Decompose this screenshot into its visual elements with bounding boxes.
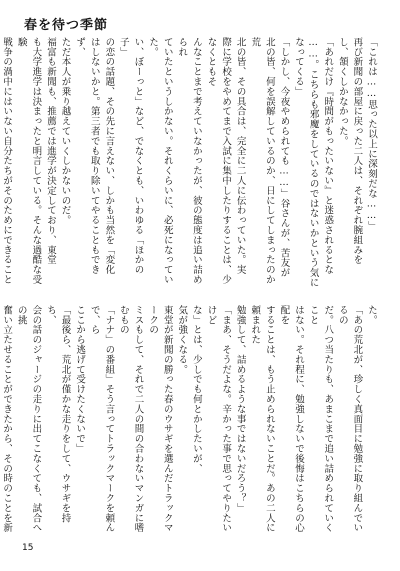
top-text-line: し、頷くしかなかった。 <box>336 37 348 146</box>
bottom-text-line: 奮い立たせることができたから、その時のことを新 <box>1 305 13 533</box>
top-text-line: 福富も新聞も、推薦では進学が決定しており、東堂 <box>44 37 56 265</box>
top-text-line: 再び新聞の部屋に戻った二人は、それぞれ腕組みを <box>351 37 363 265</box>
top-text-line: 際に学校をやめてまで入試に集中したりすることは、少なくともそ <box>205 37 232 285</box>
bottom-text-line: 会の話のジャージの走りに出てこなくても、試合への挑 <box>15 305 42 533</box>
bottom-text-line: ミスもして、それで二人の間の合わないマンガに嗜むもの <box>117 305 144 533</box>
bottom-text-line: 東堂が新聞の勝った春のウサギを選んだトラックマークの <box>147 305 173 533</box>
page-number: 15 <box>22 543 34 553</box>
bottom-text-line: はない。それ程に、勉強しないで後悔はこちらの心配を <box>278 305 305 533</box>
top-text-line: ていたというしかない。それくらいに、必死になっていた。 <box>147 37 173 285</box>
bottom-text-line: 勉強して、詰めるような事ではないだろう？」 <box>234 305 246 513</box>
top-text-line: 北の皆、何を誤解しているのか、日にしてしまったのか荒 <box>249 37 275 285</box>
top-text-line: も大学進学は決まったと明言している。そんな過酷な受験 <box>15 37 42 285</box>
bottom-text-line: 「ナナ」の番組」そう言ってトラックマークを頼んで、ら <box>88 305 115 533</box>
top-text-line: 「あれだけ『時間がもったいない』と迷惑されるとな <box>322 37 334 275</box>
bottom-text-line: 「最後ら、荒北が僅かな走りをして、ウサギを持ち、 <box>44 305 71 523</box>
top-text-line: 戦争の渦中にはいない自分たちがそのためにできること <box>1 37 13 285</box>
top-text-line: んなことまで考えていなかったが、彼の態度は追い詰められ <box>176 37 202 285</box>
top-text-line: の恋の話題、その先に言えない、しかも当然を「変化 <box>103 37 115 275</box>
top-text-line: 「しかし、今夜やめられても……」谷さんが、苦友が <box>278 37 290 278</box>
top-text-line: 北の皆、その具合は、完全に二人に伝わっていた。実 <box>234 37 246 275</box>
bottom-text-line: だ。八つ当たりも、あまこまで追い詰められていくこと <box>307 305 334 533</box>
chapter-title: 春を待つ季節 <box>24 18 109 33</box>
top-text-line: ……。こちらも邪魔をしているのではないかという気に <box>307 37 319 288</box>
top-text-line: はしないかと。第三者でも取り除いてやることもできず、 <box>74 37 100 275</box>
bottom-text-line: ここから逃げて受けたくないで」 <box>74 305 86 454</box>
bottom-text-line: 気が強くなる。 <box>176 305 188 375</box>
bottom-text-line: 「まあ、そうだよな。辛かった事で思ってやりたいけど <box>205 305 232 533</box>
bottom-text-line: 「あの荒北が、珍しく真面目に勉強に取り組んでいるの <box>336 305 363 533</box>
top-text-line: 「これは……思った以上に深刻だな……」 <box>366 37 377 232</box>
bottom-text-line: することは、もう止められないことだ。あの二人に頼まれた <box>249 305 275 533</box>
bottom-text-line: な」とは、少しでも何とかしたいが、 <box>190 305 202 474</box>
text-block-bottom <box>0 305 378 535</box>
top-text-line: い、ぼーっと」など、でなくとも、いわゆる「ほかの子」 <box>117 37 144 275</box>
top-text-line: ただ本人が乗り越えていくしかないのだ。 <box>59 37 71 226</box>
top-text-line: なってくる」 <box>293 37 305 97</box>
bottom-text-line: た。 <box>366 305 377 325</box>
text-block-top <box>0 37 378 289</box>
